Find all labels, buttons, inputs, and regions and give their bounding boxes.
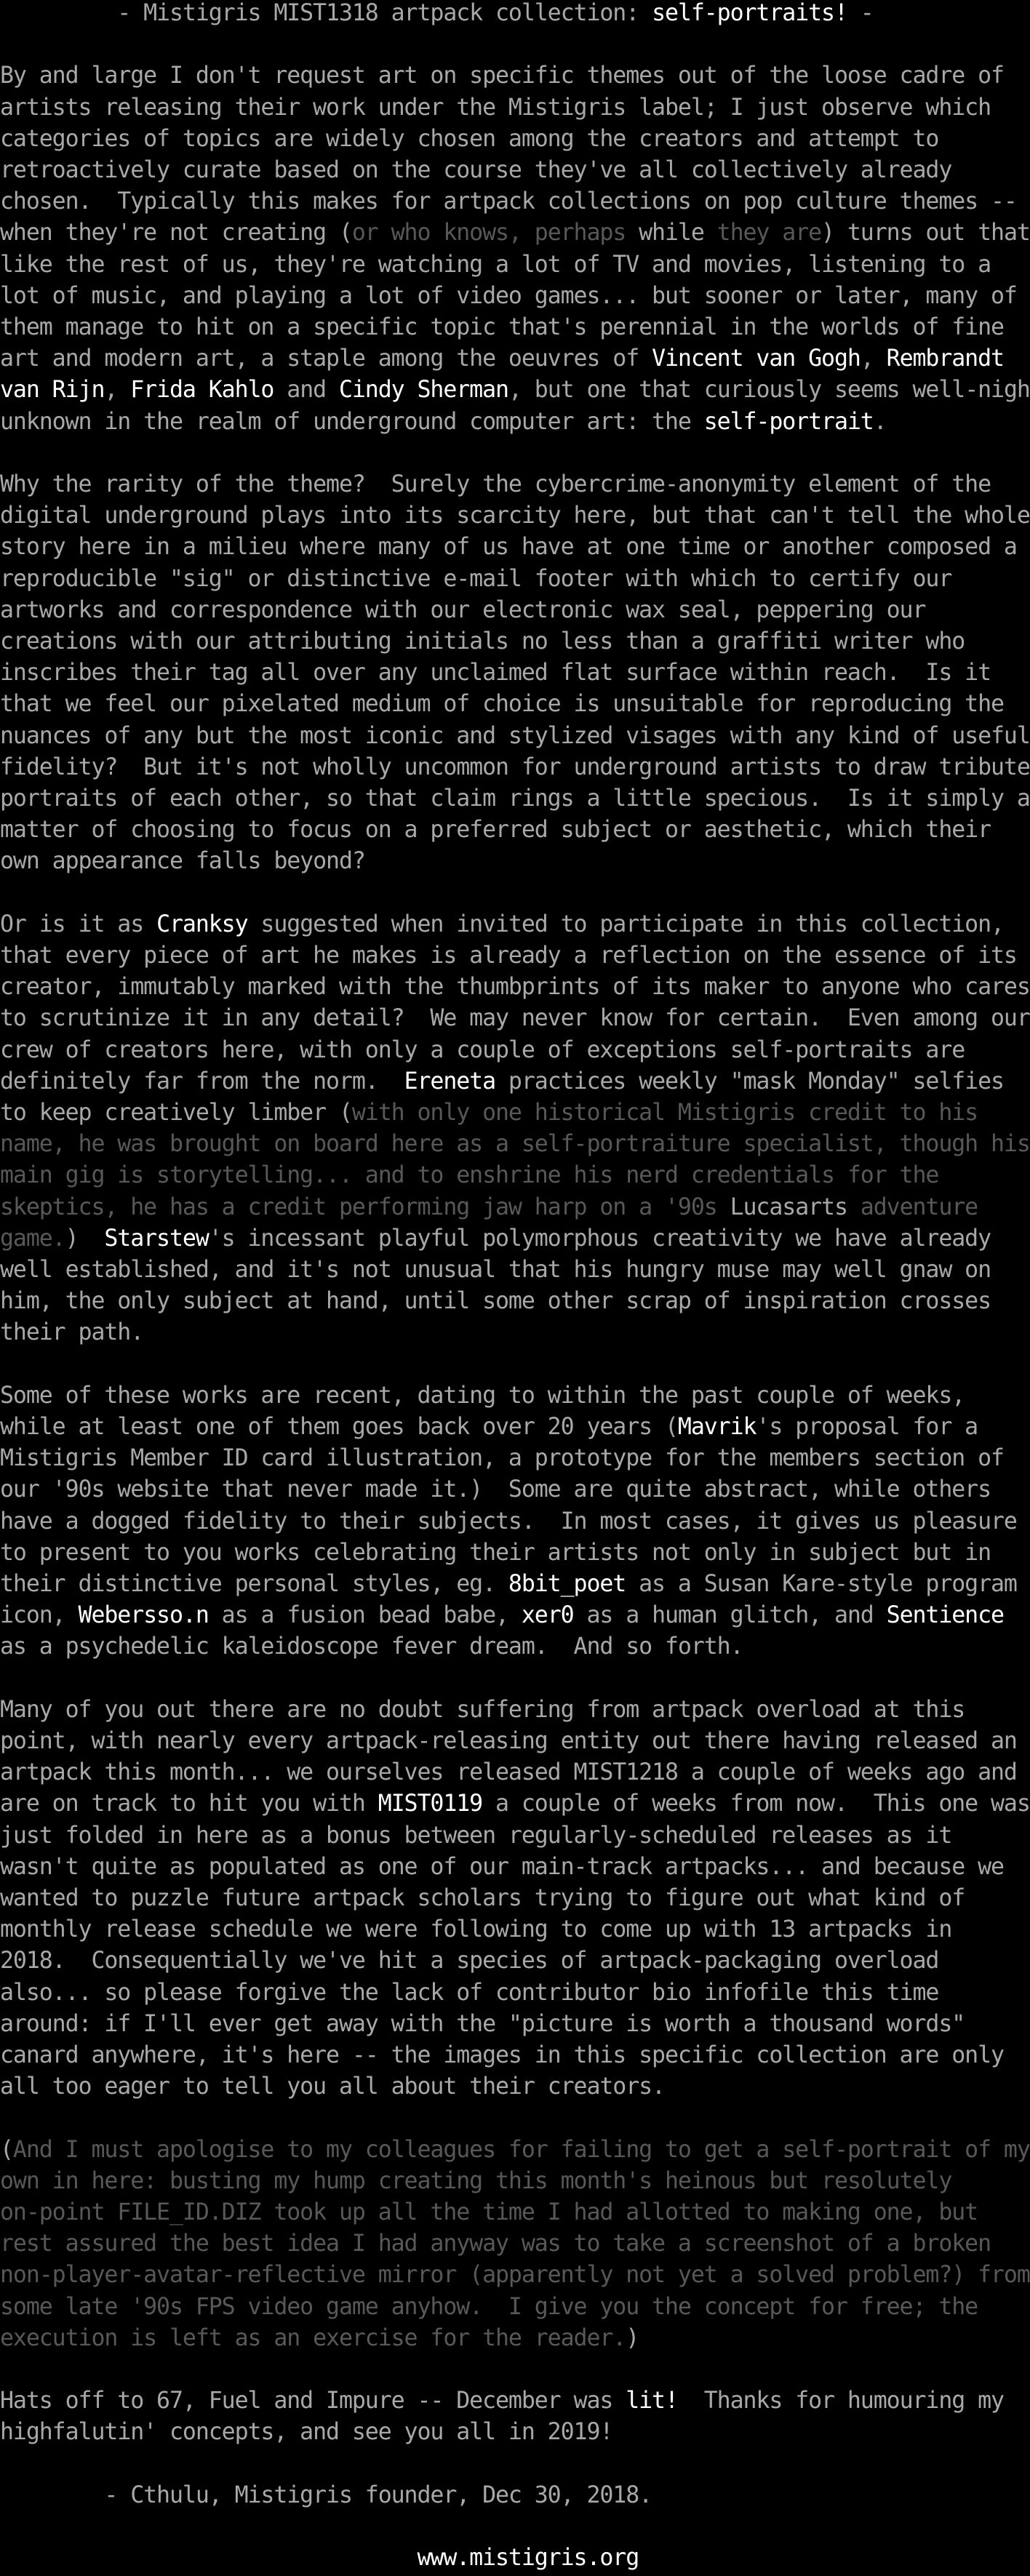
text-line bbox=[0, 846, 931, 877]
body-text: also... so please forgive the lack of contributor bio infofile this time bbox=[0, 1979, 939, 2006]
text-line bbox=[0, 1695, 965, 1726]
text-line bbox=[0, 1286, 991, 1317]
text-line bbox=[0, 2480, 931, 2511]
text-line bbox=[0, 2543, 931, 2574]
body-text: Why the rarity of the theme? Surely the cybercrime-anonymity element of the bbox=[0, 471, 991, 497]
text-line bbox=[0, 1380, 965, 1412]
highlighted-name: Cranksy bbox=[156, 911, 248, 937]
body-text: portraits of each other, so that claim rings a little specious. Is it simply a bbox=[0, 785, 1030, 812]
text-line bbox=[0, 1569, 1017, 1600]
body-text: By and large I don't request art on specific themes out of the loose cadre of bbox=[0, 63, 1004, 89]
text-line bbox=[0, 1192, 978, 1223]
body-text: , bbox=[860, 345, 887, 372]
body-text: just folded in here as a bonus between regularly-scheduled releases as it bbox=[0, 1822, 952, 1849]
body-text: as a Susan Kare-style program bbox=[626, 1571, 1017, 1597]
highlighted-name: self-portraits! bbox=[652, 0, 847, 26]
body-text: canard anywhere, it's here -- the images in this specific collection are only bbox=[0, 2042, 1004, 2068]
highlighted-name: Mavrik bbox=[677, 1414, 756, 1440]
highlighted-name: lit! bbox=[626, 2388, 678, 2415]
body-text: when they're not creating ( bbox=[0, 220, 352, 247]
text-line bbox=[0, 1317, 931, 1348]
text-line bbox=[0, 783, 1030, 815]
aside-text: main gig is storytelling... and to enshrine his nerd credentials for the bbox=[0, 1162, 939, 1189]
body-text: art and modern art, a staple among the oeuvres of bbox=[0, 345, 652, 372]
text-line bbox=[0, 407, 931, 438]
body-text: him, the only subject at hand, until some other scrap of inspiration crosses bbox=[0, 1288, 991, 1315]
blank-line bbox=[0, 878, 931, 909]
body-text: fidelity? But it's not wholly uncommon for underground artists to draw tribute bbox=[0, 753, 1030, 780]
body-text: ) turns out that bbox=[821, 220, 1030, 247]
text-line bbox=[0, 1757, 1017, 1788]
aside-text: own in here: busting my hump creating this month's heinous but resolutely bbox=[0, 2167, 952, 2194]
highlighted-name: Ereneta bbox=[404, 1068, 496, 1095]
text-line bbox=[0, 1160, 939, 1191]
highlighted-name: van Rijn bbox=[0, 377, 105, 404]
aside-text: skeptics, he has a credit performing jaw harp on a '90s bbox=[0, 1193, 730, 1220]
body-text: well established, and it's not unusual that his hungry muse may well gnaw on bbox=[0, 1257, 991, 1283]
aside-text: or who knows, perhaps bbox=[351, 220, 626, 247]
body-text: around: if I'll ever get away with the "picture is worth a thousand words" bbox=[0, 2010, 965, 2037]
body-text: wasn't quite as populated as one of our main-track artpacks... and because we bbox=[0, 1853, 1004, 1880]
blank-line bbox=[0, 2511, 931, 2543]
highlighted-name: MIST0119 bbox=[378, 1791, 483, 1817]
body-text: Thanks for humouring my bbox=[677, 2388, 1004, 2415]
body-text: categories of topics are widely chosen among the creators and attempt to bbox=[0, 125, 939, 152]
text-line bbox=[0, 1506, 1017, 1537]
text-line bbox=[0, 2040, 1004, 2071]
body-text: have a dogged fidelity to their subjects. In most cases, it gives us pleasure bbox=[0, 1508, 1017, 1535]
body-text: . bbox=[873, 408, 887, 435]
text-line bbox=[0, 124, 939, 155]
aside-text: And I must apologise to my colleagues for failing to get a self-portrait of my bbox=[12, 2136, 1030, 2163]
website-link[interactable]: www.mistigris.org bbox=[0, 2545, 639, 2572]
text-line bbox=[0, 281, 1017, 312]
text-line bbox=[0, 2009, 965, 2040]
body-text: artworks and correspondence with our electronic wax seal, peppering our bbox=[0, 596, 926, 623]
body-text: while at least one of them goes back over 20 years ( bbox=[0, 1414, 678, 1440]
text-line bbox=[0, 564, 952, 595]
body-text: nuances of any but the most iconic and stylized visages with any kind of useful bbox=[0, 722, 1030, 749]
body-text: , bbox=[104, 377, 131, 404]
text-line bbox=[0, 343, 1004, 375]
text-line bbox=[0, 249, 991, 281]
body-text: own appearance falls beyond? bbox=[0, 848, 365, 875]
text-line bbox=[0, 92, 991, 124]
text-line bbox=[0, 1945, 939, 1977]
body-text: that we feel our pixelated medium of choice is unsuitable for reproducing the bbox=[0, 691, 1004, 718]
text-line bbox=[0, 1537, 991, 1569]
text-line bbox=[0, 2071, 931, 2103]
body-text: as a human glitch, and bbox=[573, 1602, 887, 1629]
body-text: their distinctive personal styles, eg. bbox=[0, 1571, 508, 1597]
text-line bbox=[0, 186, 1017, 217]
highlighted-name: Webersso.n bbox=[78, 1602, 209, 1629]
text-line bbox=[0, 1003, 1030, 1034]
text-line bbox=[0, 1631, 931, 1663]
text-line bbox=[0, 1726, 1017, 1757]
highlighted-name: Sentience bbox=[886, 1602, 1004, 1629]
text-line bbox=[0, 2417, 931, 2448]
aside-text: non-player-avatar-reflective mirror (apparently not yet a solved problem?) from bbox=[0, 2262, 1030, 2289]
body-text: - Mistigris MIST1318 artpack collection: bbox=[0, 0, 652, 26]
text-line bbox=[0, 1066, 1004, 1097]
highlighted-name: Frida Kahlo bbox=[130, 377, 274, 404]
text-line bbox=[0, 312, 1004, 343]
text-line bbox=[0, 2323, 931, 2354]
body-text: lot of music, and playing a lot of video games... but sooner or later, many of bbox=[0, 282, 1017, 309]
body-text: as a fusion bead babe, bbox=[208, 1602, 522, 1629]
aside-text: name, he was brought on board here as a self-portraiture specialist, though his bbox=[0, 1131, 1030, 1158]
body-text: as a psychedelic kaleidoscope fever dream. And so forth. bbox=[0, 1633, 743, 1660]
body-text: 's proposal for a bbox=[756, 1414, 978, 1440]
text-line bbox=[0, 2385, 1004, 2417]
body-text: all too eager to tell you all about their creators. bbox=[0, 2073, 665, 2100]
text-line bbox=[0, 0, 931, 29]
blank-line bbox=[0, 1663, 931, 1695]
body-text: creations with our attributing initials no less than a graffiti writer who bbox=[0, 628, 965, 655]
aside-text: execution is left as an exercise for the reader. bbox=[0, 2324, 626, 2351]
text-line bbox=[0, 909, 1004, 940]
text-line bbox=[0, 815, 991, 846]
body-text: to present to you works celebrating their artists not only in subject but in bbox=[0, 1539, 991, 1566]
body-text: to scrutinize it in any detail? We may never know for certain. Even among our bbox=[0, 1005, 1030, 1032]
body-text: artists releasing their work under the Mistigris label; I just observe which bbox=[0, 94, 991, 121]
body-text: story here in a milieu where many of us have at one time or another composed a bbox=[0, 534, 1017, 561]
text-line bbox=[0, 469, 991, 500]
body-text: definitely far from the norm. bbox=[0, 1068, 404, 1095]
blank-line bbox=[0, 29, 931, 60]
text-line bbox=[0, 721, 1030, 752]
text-line bbox=[0, 1097, 978, 1129]
body-text: wanted to puzzle future artpack scholars trying to figure out what kind of bbox=[0, 1885, 965, 1911]
body-text: ) bbox=[65, 1225, 105, 1252]
text-line bbox=[0, 657, 991, 689]
aside-text: game. bbox=[0, 1225, 65, 1252]
body-text: 's incessant playful polymorphous creativity we have already bbox=[208, 1225, 991, 1252]
text-line bbox=[0, 595, 931, 626]
aside-text: they are bbox=[716, 220, 822, 247]
text-line bbox=[0, 1788, 1030, 1820]
body-text: 2018. Consequentially we've hit a species of artpack-packaging overload bbox=[0, 1948, 939, 1975]
body-text: Or is it as bbox=[0, 911, 157, 937]
body-text: chosen. Typically this makes for artpack collections on pop culture themes -- bbox=[0, 188, 1017, 215]
body-text: ) bbox=[626, 2324, 639, 2351]
text-line bbox=[0, 626, 965, 657]
text-line bbox=[0, 532, 1017, 563]
text-line bbox=[0, 1474, 991, 1505]
text-line bbox=[0, 1223, 991, 1255]
body-text: are on track to hit you with bbox=[0, 1791, 378, 1817]
aside-text: on-point FILE_ID.DIZ took up all the time I had allotted to making one, but bbox=[0, 2199, 978, 2225]
highlighted-name: Cindy Sherman bbox=[338, 377, 508, 404]
text-line bbox=[0, 1443, 1004, 1474]
body-text: reproducible "sig" or distinctive e-mail footer with which to certify our bbox=[0, 565, 952, 592]
blank-line bbox=[0, 1349, 931, 1380]
aside-text: with only one historical Mistigris credit to his bbox=[351, 1100, 978, 1126]
blank-line bbox=[0, 2103, 931, 2134]
aside-text: some late '90s FPS video game anyhow. I give you the concept for free; the bbox=[0, 2293, 978, 2320]
body-text: point, with nearly every artpack-releasing entity out there having released an bbox=[0, 1728, 1017, 1754]
body-text: , but one that curiously seems well-nigh bbox=[508, 377, 1030, 404]
text-line bbox=[0, 1600, 1004, 1631]
text-line bbox=[0, 375, 1030, 406]
body-text: icon, bbox=[0, 1602, 79, 1629]
body-text: that every piece of art he makes is already a reflection on the essence of its bbox=[0, 943, 1017, 969]
body-text: - Cthulu, Mistigris founder, Dec 30, 2018. bbox=[0, 2481, 652, 2508]
body-text: digital underground plays into its scarcity here, but that can't tell the whole bbox=[0, 503, 1030, 529]
body-text: to keep creatively limber ( bbox=[0, 1100, 352, 1126]
text-line bbox=[0, 1129, 1030, 1160]
text-line bbox=[0, 1255, 991, 1286]
aside-text: rest assured the best idea I had anyway was to take a screenshot of a broken bbox=[0, 2231, 991, 2257]
body-text: and bbox=[274, 377, 339, 404]
body-text: them manage to hit on a specific topic that's perennial in the worlds of fine bbox=[0, 314, 1004, 340]
text-line bbox=[0, 1914, 952, 1945]
text-line bbox=[0, 2166, 952, 2197]
text-line bbox=[0, 1412, 978, 1443]
text-line bbox=[0, 752, 1030, 783]
highlighted-name: Starstew bbox=[104, 1225, 209, 1252]
body-text: like the rest of us, they're watching a lot of TV and movies, listening to a bbox=[0, 251, 991, 278]
text-line bbox=[0, 2197, 978, 2228]
text-line bbox=[0, 940, 1017, 972]
text-line bbox=[0, 2260, 1030, 2291]
text-line bbox=[0, 1977, 939, 2009]
blank-line bbox=[0, 438, 931, 469]
body-text: monthly release schedule we were following to come up with 13 artpacks in bbox=[0, 1916, 952, 1943]
body-text: unknown in the realm of underground computer art: the bbox=[0, 408, 704, 435]
highlighted-name: Vincent van Gogh bbox=[652, 345, 861, 372]
highlighted-name: self-portrait bbox=[703, 408, 874, 435]
body-text: inscribes their tag all over any unclaimed flat surface within reach. Is it bbox=[0, 660, 991, 687]
text-line bbox=[0, 217, 1030, 249]
text-line bbox=[0, 1820, 952, 1852]
body-text: highfalutin' concepts, and see you all in 2019! bbox=[0, 2419, 613, 2446]
body-text: matter of choosing to focus on a preferred subject or aesthetic, which their bbox=[0, 817, 991, 844]
body-text: a couple of weeks from now. This one was bbox=[482, 1791, 1030, 1817]
blank-line bbox=[0, 2449, 931, 2480]
text-line bbox=[0, 2228, 991, 2260]
body-text: Some of these works are recent, dating to within the past couple of weeks, bbox=[0, 1382, 965, 1409]
body-text: crew of creators here, with only a couple of exceptions self-portraits are bbox=[0, 1036, 965, 1063]
aside-text: adventure bbox=[847, 1193, 978, 1220]
body-text: our '90s website that never made it.) Some are quite abstract, while others bbox=[0, 1476, 991, 1503]
body-text: Lucasarts bbox=[730, 1193, 847, 1220]
body-text: - bbox=[847, 0, 874, 26]
body-text: suggested when invited to participate in this collection, bbox=[247, 911, 1004, 937]
text-line bbox=[0, 1883, 965, 1914]
blank-line bbox=[0, 2354, 931, 2385]
body-text: while bbox=[626, 220, 717, 247]
text-line bbox=[0, 689, 1004, 720]
body-text: Hats off to 67, Fuel and Impure -- December was bbox=[0, 2388, 626, 2415]
body-text: artpack this month... we ourselves released MIST1218 a couple of weeks ago and bbox=[0, 1759, 1017, 1786]
body-text: creator, immutably marked with the thumbprints of its maker to anyone who cares bbox=[0, 974, 1030, 1001]
text-line bbox=[0, 500, 1030, 532]
text-line bbox=[0, 1035, 965, 1066]
body-text: Mistigris Member ID card illustration, a prototype for the members section of bbox=[0, 1445, 1004, 1472]
text-line bbox=[0, 60, 1004, 92]
text-line bbox=[0, 2292, 978, 2323]
highlighted-name: xer0 bbox=[521, 1602, 574, 1629]
text-line bbox=[0, 1852, 1004, 1883]
text-line bbox=[0, 972, 1030, 1003]
body-text: their path. bbox=[0, 1319, 144, 1346]
body-text: ( bbox=[0, 2136, 13, 2163]
body-text: retroactively curate based on the course they've all collectively already bbox=[0, 157, 952, 183]
body-text: Many of you out there are no doubt suffering from artpack overload at this bbox=[0, 1696, 965, 1723]
text-line bbox=[0, 2135, 1030, 2166]
highlighted-name: 8bit_poet bbox=[508, 1571, 626, 1597]
highlighted-name: Rembrandt bbox=[886, 345, 1004, 372]
body-text: practices weekly "mask Monday" selfies bbox=[495, 1068, 1004, 1095]
text-line bbox=[0, 155, 952, 186]
